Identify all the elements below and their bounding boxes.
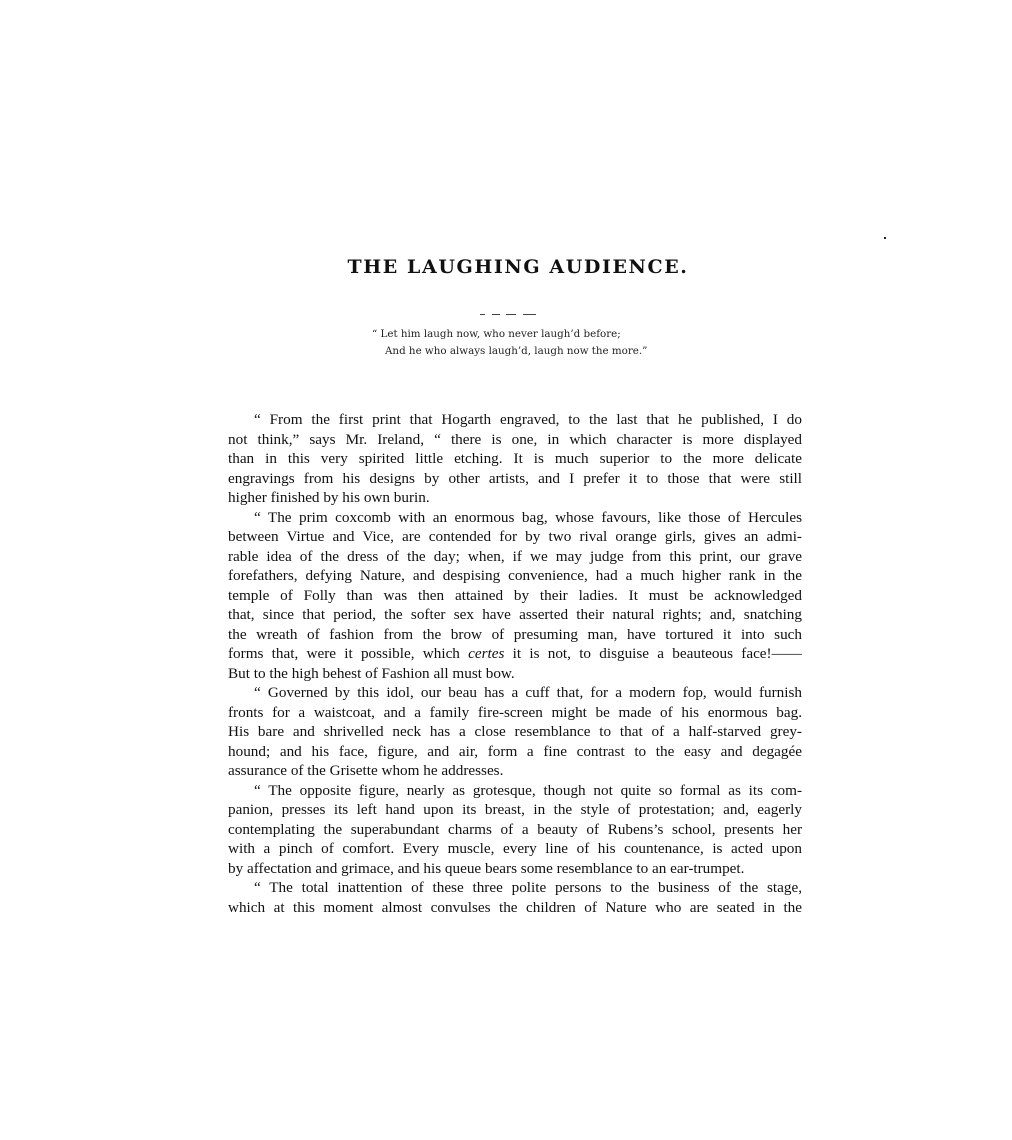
epigraph	[372, 326, 692, 360]
ornamental-rule	[480, 313, 536, 316]
text-line: But to the high behest of Fashion all must bow.	[228, 664, 515, 682]
paragraph	[228, 781, 802, 879]
text-line: that, since that period, the softer sex have asserted their natural rights; and, snatching	[228, 606, 802, 623]
text-line: panion, presses its left hand upon its breast, in the style of protestation; and, eagerly	[228, 801, 802, 818]
text-line: His bare and shrivelled neck has a close resemblance to that of a half-starved grey-	[228, 723, 802, 740]
page-title: THE LAUGHING AUDIENCE.	[347, 256, 689, 278]
text-line: forefathers, defying Nature, and despising convenience, had a much higher rank in the	[228, 567, 802, 584]
text-line: assurance of the Grisette whom he addresses.	[228, 762, 504, 779]
text-line: higher finished by his own burin.	[228, 489, 430, 506]
text-line: rable idea of the dress of the day; when, if we may judge from this print, our grave	[228, 547, 802, 565]
text-line: “ The prim coxcomb with an enormous bag, whose favours, like those of Hercules	[254, 508, 802, 526]
stray-mark	[884, 237, 886, 239]
paragraph	[228, 683, 802, 781]
text-line: hound; and his face, figure, and air, form a fine contrast to the easy and degagée	[228, 742, 802, 760]
text-line: contemplating the superabundant charms of a beauty of Rubens’s school, presents her	[228, 820, 802, 838]
body-text	[228, 410, 802, 917]
italic-word: certes	[468, 645, 505, 662]
text-line: fronts for a waistcoat, and a family fire-screen might be made of his enormous bag.	[228, 703, 802, 721]
text-line: “ The total inattention of these three polite persons to the business of the stage,	[254, 879, 802, 896]
paragraph	[228, 508, 802, 684]
text-line: by affectation and grimace, and his queue bears some resemblance to an ear-trumpet.	[228, 859, 745, 877]
epigraph-line-2: And he who always laugh’d, laugh now the more.”	[385, 345, 648, 357]
text-line: between Virtue and Vice, are contended for by two rival orange girls, gives an admi-	[228, 528, 802, 545]
paragraph	[228, 410, 802, 508]
text-line: the wreath of fashion from the brow of presuming man, have tortured it into such	[228, 625, 802, 643]
text-line: which at this moment almost convulses the children of Nature who are seated in the	[228, 898, 802, 916]
text-line: “ Governed by this idol, our beau has a cuff that, for a modern fop, would furnish	[254, 684, 802, 701]
text-line: “ From the first print that Hogarth engraved, to the last that he published, I do	[254, 411, 802, 428]
text-line: engravings from his designs by other artists, and I prefer it to those that were still	[228, 469, 802, 487]
text-line: “ The opposite figure, nearly as grotesque, though not quite so formal as its com-	[254, 781, 802, 799]
text-line: forms that, were it possible, which certes it is not, to disguise a beauteous face!——	[228, 645, 802, 662]
text-line: not think,” says Mr. Ireland, “ there is one, in which character is more displayed	[228, 430, 802, 448]
text-line: with a pinch of comfort. Every muscle, every line of his countenance, is acted upon	[228, 840, 802, 857]
epigraph-line-1: “ Let him laugh now, who never laugh’d before;	[372, 328, 621, 340]
text-line: temple of Folly than was then attained by their ladies. It must be acknowledged	[228, 586, 802, 604]
paragraph	[228, 878, 802, 917]
text-line: than in this very spirited little etching. It is much superior to the more delicate	[228, 450, 802, 467]
